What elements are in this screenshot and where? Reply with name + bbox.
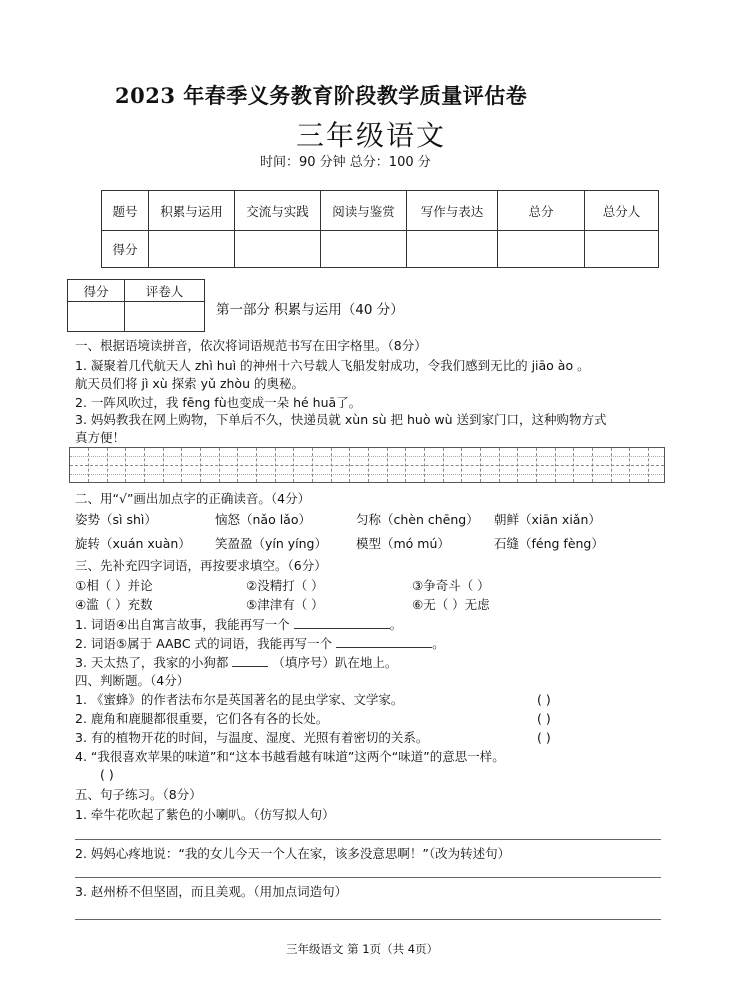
q3-sub-period: 。 xyxy=(389,617,403,632)
grader-name-label: 评卷人 xyxy=(125,280,205,302)
answer-blank[interactable] xyxy=(336,635,432,648)
page-footer: 三年级语文 第 1页（共 4页） xyxy=(286,942,439,956)
answer-line[interactable] xyxy=(75,919,661,920)
q5-item: 2. 妈妈心疼地说：“我的女儿今天一个人在家，该多没意思啊！”（改为转述句） xyxy=(75,846,511,861)
q3-sub xyxy=(75,616,402,634)
score-header-cell: 阅读与鉴赏 xyxy=(321,191,407,231)
q2-option: 旋转（xuán xuàn） xyxy=(75,536,191,551)
q4-item: 2. 鹿角和鹿腿都很重要，它们各有各的长处。 xyxy=(75,711,329,726)
score-input-cell[interactable] xyxy=(407,231,498,268)
q5-item: 3. 赵州桥不但坚固，而且美观。（用加点词造句） xyxy=(75,884,348,899)
score-header-cell: 总分人 xyxy=(585,191,659,231)
q3-sub xyxy=(75,635,445,653)
q4-title: 四、判断题。（4分） xyxy=(75,673,190,688)
q1-line: 1. 凝聚着几代航天人 zhì huì 的神州十六号载人飞船发射成功，令我们感到无比的 jiāo ào 。 xyxy=(75,358,590,373)
q3-title: 三、先补充四字词语，再按要求填空。（6分） xyxy=(75,558,327,573)
score-table-score-row xyxy=(102,231,659,268)
score-header-cell: 写作与表达 xyxy=(407,191,498,231)
score-table xyxy=(101,190,659,268)
q1-line: 航天员们将 jì xù 探索 yǔ zhòu 的奥秘。 xyxy=(75,376,304,391)
q3-sub-text: （填序号）趴在地上。 xyxy=(272,655,398,670)
score-table-header-row xyxy=(102,191,659,231)
q2-option: 模型（mó mú） xyxy=(356,536,450,551)
q4-item: 4. “我很喜欢苹果的味道”和“这本书越看越有味道”这两个“味道”的意思一样。 xyxy=(75,749,505,764)
q3-sub xyxy=(75,654,397,672)
q4-item: 1. 《蜜蜂》的作者法布尔是英国著名的昆虫学家、文学家。 xyxy=(75,692,404,707)
answer-line[interactable] xyxy=(75,877,661,878)
grader-box xyxy=(67,279,205,332)
score-header-cell: 交流与实践 xyxy=(235,191,321,231)
q1-line: 真方便！ xyxy=(75,430,126,445)
q2-option: 姿势（sì shì） xyxy=(75,512,157,527)
answer-blank[interactable] xyxy=(232,654,268,667)
q4-answer-paren[interactable]: ( ) xyxy=(537,692,551,707)
answer-line[interactable] xyxy=(75,839,661,840)
q2-option: 朝鲜（xiān xiǎn） xyxy=(494,512,601,527)
q4-answer-paren[interactable]: ( ) xyxy=(100,767,114,782)
score-input-cell[interactable] xyxy=(498,231,585,268)
q4-answer-paren[interactable]: ( ) xyxy=(537,730,551,745)
q1-title: 一、根据语境读拼音，依次将词语规范书写在田字格里。（8分） xyxy=(75,338,427,353)
q2-option: 石缝（féng fèng） xyxy=(494,536,604,551)
score-input-cell[interactable] xyxy=(235,231,321,268)
q3-idiom[interactable]: ②没精打（ ） xyxy=(246,578,324,593)
grader-score-label: 得分 xyxy=(68,280,125,302)
q3-sub-period: 。 xyxy=(432,636,445,651)
score-header-cell: 题号 xyxy=(102,191,149,231)
grader-name-cell[interactable] xyxy=(125,302,205,332)
score-header-cell: 总分 xyxy=(498,191,585,231)
score-input-cell[interactable] xyxy=(149,231,235,268)
score-input-cell[interactable] xyxy=(321,231,407,268)
q5-item: 1. 牵牛花吹起了紫色的小喇叭。（仿写拟人句） xyxy=(75,807,335,822)
q3-sub-text: 3. 天太热了，我家的小狗都 xyxy=(75,655,229,670)
grader-score-cell[interactable] xyxy=(68,302,125,332)
q3-idiom[interactable]: ⑥无（ ）无虑 xyxy=(412,597,490,612)
q1-line: 3. 妈妈教我在网上购物，下单后不久，快递员就 xùn sù 把 huò wù 送到家门口，这种购物方式 xyxy=(75,412,607,427)
q4-answer-paren[interactable]: ( ) xyxy=(537,711,551,726)
q3-idiom[interactable]: ④滥（ ）充数 xyxy=(75,597,153,612)
q5-title: 五、句子练习。（8分） xyxy=(75,787,202,802)
score-input-cell[interactable] xyxy=(585,231,659,268)
q2-option: 匀称（chèn chēng） xyxy=(356,512,479,527)
subject-title: 三年级语文 xyxy=(296,119,447,152)
tianzi-grid[interactable] xyxy=(69,447,665,483)
q2-option: 恼怒（nǎo lǎo） xyxy=(215,512,311,527)
q3-idiom[interactable]: ⑤津津有（ ） xyxy=(246,597,324,612)
q3-sub-text: 1. 词语④出自寓言故事，我能再写一个 xyxy=(75,617,290,632)
q3-sub-text: 2. 词语⑤属于 AABC 式的词语，我能再写一个 xyxy=(75,636,333,651)
part1-title: 第一部分 积累与运用（40 分） xyxy=(216,302,404,318)
exam-title: 2023 年春季义务教育阶段教学质量评估卷 xyxy=(115,83,528,108)
exam-meta: 时间：90 分钟 总分：100 分 xyxy=(260,155,431,170)
q2-title: 二、用“√”画出加点字的正确读音。（4分） xyxy=(75,491,311,506)
score-header-cell: 积累与运用 xyxy=(149,191,235,231)
q4-item: 3. 有的植物开花的时间，与温度、湿度、光照有着密切的关系。 xyxy=(75,730,429,745)
q3-idiom[interactable]: ①相（ ）并论 xyxy=(75,578,153,593)
q2-option: 笑盈盈（yín yíng） xyxy=(215,536,327,551)
score-row-label: 得分 xyxy=(102,231,149,268)
q1-line: 2. 一阵风吹过，我 fēng fù也变成一朵 hé huā了。 xyxy=(75,395,362,410)
q3-idiom[interactable]: ③争奇斗（ ） xyxy=(412,578,490,593)
answer-blank[interactable] xyxy=(294,616,390,629)
